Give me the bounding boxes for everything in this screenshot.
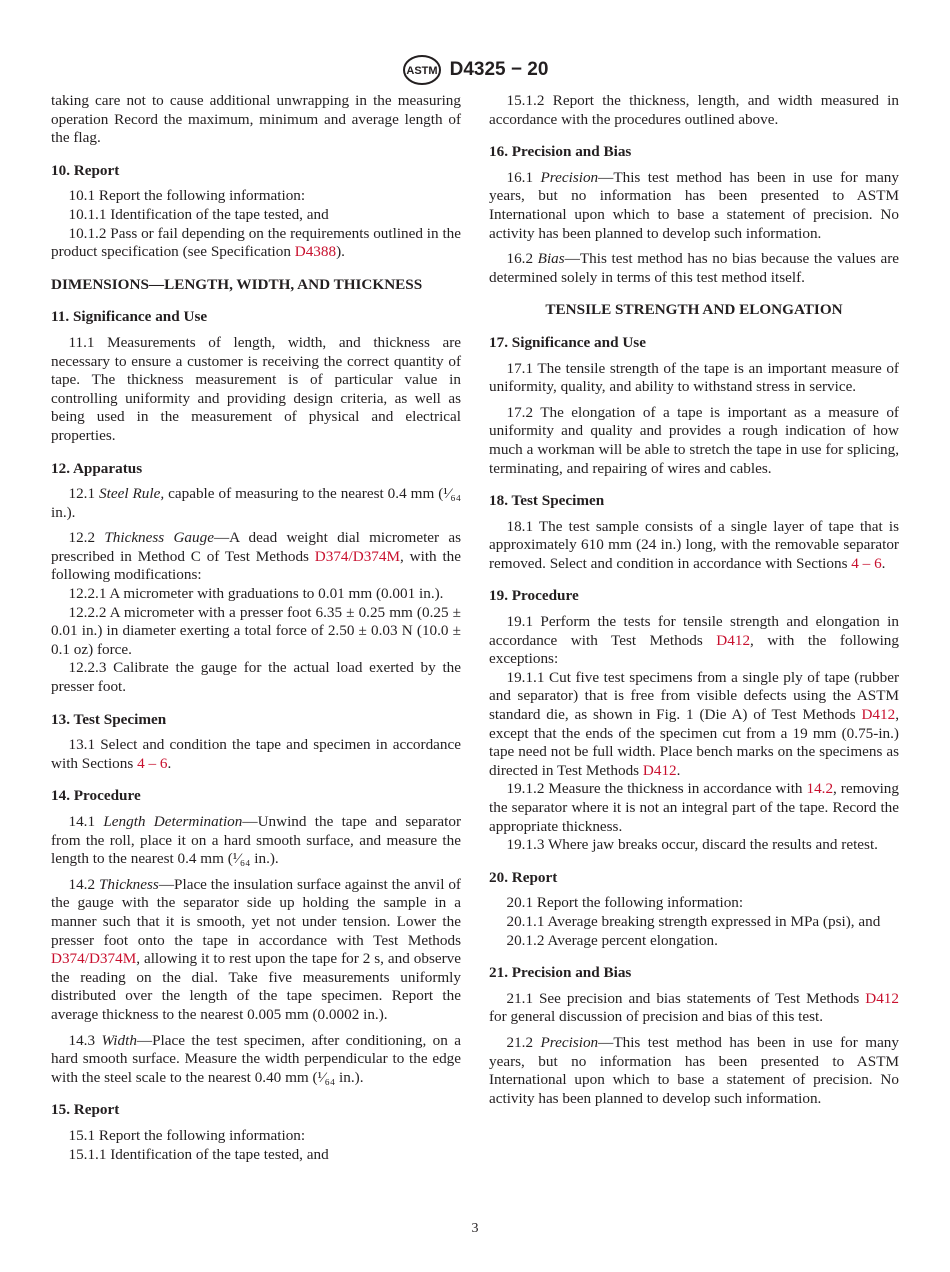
paragraph: 16.1 Precision—This test method has been in use for many years, but no information has been presented to ASTM International upon which to base a statement of precision. No activity has been planned to develop such information. — [489, 168, 899, 242]
paragraph: 19.1 Perform the tests for tensile strength and elongation in accordance with Test Methods D412, with the following exceptions: — [489, 613, 899, 668]
paragraph: 13.1 Select and condition the tape and specimen in accordance with Sections 4 – 6. — [51, 736, 461, 772]
section-heading: 16. Precision and Bias — [489, 143, 632, 161]
ref-link-sections[interactable]: 4 – 6 — [137, 754, 168, 772]
section-heading: 18. Test Specimen — [489, 492, 605, 510]
paragraph: 12.2 Thickness Gauge—A dead weight dial micrometer as prescribed in Method C of Test Methods D374/D374M, with the following modifications: — [51, 529, 462, 584]
paragraph: 15.1.2 Report the thickness, length, and width measured in accordance with the procedures outlined above. — [489, 92, 899, 128]
paragraph: 16.2 Bias—This test method has no bias because the values are determined solely in terms of this test method itself. — [489, 250, 899, 286]
left-column — [51, 92, 461, 1164]
ref-link-sections[interactable]: 4 – 6 — [851, 554, 882, 572]
section-heading: 12. Apparatus — [51, 459, 143, 477]
paragraph: 11.1 Measurements of length, width, and thickness are necessary to ensure a customer is receiving the correct quantity of tape. The thickness measurement is of particular value in controlling uniformity and providing design criteria, as well as being used in the measurement of physical and electrical properties. — [51, 333, 461, 444]
ref-link-d412[interactable]: D412 — [642, 761, 677, 779]
section-heading: 11. Significance and Use — [51, 308, 208, 326]
section-heading: 15. Report — [51, 1101, 120, 1119]
section-heading: 14. Procedure — [51, 787, 141, 805]
paragraph: 21.1 See precision and bias statements of Test Methods D412 for general discussion of precision and bias of this test. — [489, 989, 899, 1026]
paragraph: 12.2.3 Calibrate the gauge for the actual load exerted by the presser foot. — [51, 659, 461, 696]
paragraph: 15.1.1 Identification of the tape tested, and — [68, 1145, 329, 1163]
paragraph: 14.3 Width—Place the test specimen, after conditioning, on a hard smooth surface. Measure the width perpendicular to the edge with the steel scale to the nearest 0.40 mm (¹⁄₆₄ in.). — [51, 1031, 461, 1086]
page-number: 3 — [471, 1221, 479, 1236]
section-heading: 20. Report — [489, 868, 558, 886]
paragraph: 19.1.1 Cut five test specimens from a single ply of tape (rubber and separator) that is free from visible defects using the ASTM standard die, as shown in Fig. 1 (Die A) of Test Methods D412, except that the ends of the specimen cut from a 19 mm (0.75-in.) tape need not be full width. Place bench marks on the specimens as directed in Test Methods D412. — [489, 668, 899, 779]
paragraph: 19.1.2 Measure the thickness in accordance with 14.2, removing the separator where it is not an integral part of the tape. Record the appropriate thickness. — [489, 780, 899, 835]
paragraph: 17.1 The tensile strength of the tape is an important measure of uniformity, quality, and ability to withstand stress in service. — [489, 359, 899, 396]
paragraph: taking care not to cause additional unwrapping in the measuring operation Record the maximum, minimum and average length of the flag. — [51, 92, 461, 147]
section-heading: 10. Report — [51, 161, 120, 179]
paragraph: 12.1 Steel Rule, capable of measuring to the nearest 0.4 mm (¹⁄₆₄ in.). — [51, 485, 461, 521]
section-heading: 19. Procedure — [489, 587, 579, 605]
major-section-title: DIMENSIONS—LENGTH, WIDTH, AND THICKNESS — [51, 275, 423, 293]
right-column — [489, 92, 899, 1108]
paragraph: 12.2.2 A micrometer with a presser foot 6.35 ± 0.25 mm (0.25 ± 0.01 in.) in diameter exerting a total force of 2.50 ± 0.03 N (10.0 ± 0.1 oz) force. — [51, 603, 461, 658]
ref-link-14-2[interactable]: 14.2 — [806, 780, 834, 798]
paragraph: 12.2.1 A micrometer with graduations to 0.01 mm (0.001 in.). — [68, 585, 444, 603]
paragraph: 20.1.1 Average breaking strength expressed in MPa (psi), and — [506, 912, 881, 930]
astm-logo-icon — [402, 54, 442, 86]
paragraph: 10.1 Report the following information: — [68, 187, 306, 205]
paragraph: 17.2 The elongation of a tape is important as a measure of uniformity and quality and provides a rough indication of how much a workman will be able to stretch the tape in use for splicing, terminating, and repairing of wires and cables. — [489, 403, 899, 477]
paragraph: 18.1 The test sample consists of a single layer of tape that is approximately 610 mm (24 in.) long, with the removable separator removed. Select and condition in accordance with Sections 4 – 6. — [489, 517, 899, 572]
paragraph: 20.1 Report the following information: — [506, 894, 744, 912]
paragraph: 21.2 Precision—This test method has been in use for many years, but no information has been presented to ASTM International upon which to base a statement of precision. No activity has been planned to develop such information. — [489, 1033, 899, 1107]
svg-text:ASTM: ASTM — [406, 65, 438, 77]
standard-designation: D4325 − 20 — [449, 59, 549, 80]
section-heading: 13. Test Specimen — [51, 710, 167, 728]
page-header — [0, 50, 950, 90]
section-heading: 17. Significance and Use — [489, 333, 646, 351]
paragraph: 19.1.3 Where jaw breaks occur, discard the results and retest. — [506, 836, 878, 854]
ref-link-d412[interactable]: D412 — [865, 989, 899, 1007]
ref-link-d412[interactable]: D412 — [716, 631, 751, 649]
ref-link-d374[interactable]: D374/D374M — [314, 547, 401, 565]
paragraph: 10.1.2 Pass or fail depending on the requirements outlined in the product specification (see Specification D4388). — [51, 224, 461, 261]
ref-link-d4388[interactable]: D4388 — [294, 243, 337, 261]
paragraph: 14.2 Thickness—Place the insulation surface against the anvil of the gauge with the separator side up holding the sample in a manner such that it is smooth, yet not under tension. Lower the presser foot onto the tape in accordance with Test Methods D374/D374M, allowing it to rest upon the tape for 2 s, and observe the reading on the dial. Take five measurements uniformly distributed over the length of the tape specimen. Report the average thickness to the nearest 0.005 mm (0.0002 in.). — [51, 875, 461, 1023]
ref-link-d412[interactable]: D412 — [861, 706, 896, 724]
paragraph: 14.1 Length Determination—Unwind the tape and separator from the roll, place it on a hard smooth surface, and measure the length to the nearest 0.4 mm (¹⁄₆₄ in.). — [51, 813, 462, 868]
paragraph: 15.1 Report the following information: — [68, 1126, 306, 1144]
paragraph: 10.1.1 Identification of the tape tested, and — [68, 205, 329, 223]
ref-link-d374[interactable]: D374/D374M — [51, 950, 137, 968]
major-section-title: TENSILE STRENGTH AND ELONGATION — [545, 301, 843, 319]
paragraph: 20.1.2 Average percent elongation. — [506, 931, 718, 949]
section-heading: 21. Precision and Bias — [489, 964, 632, 982]
